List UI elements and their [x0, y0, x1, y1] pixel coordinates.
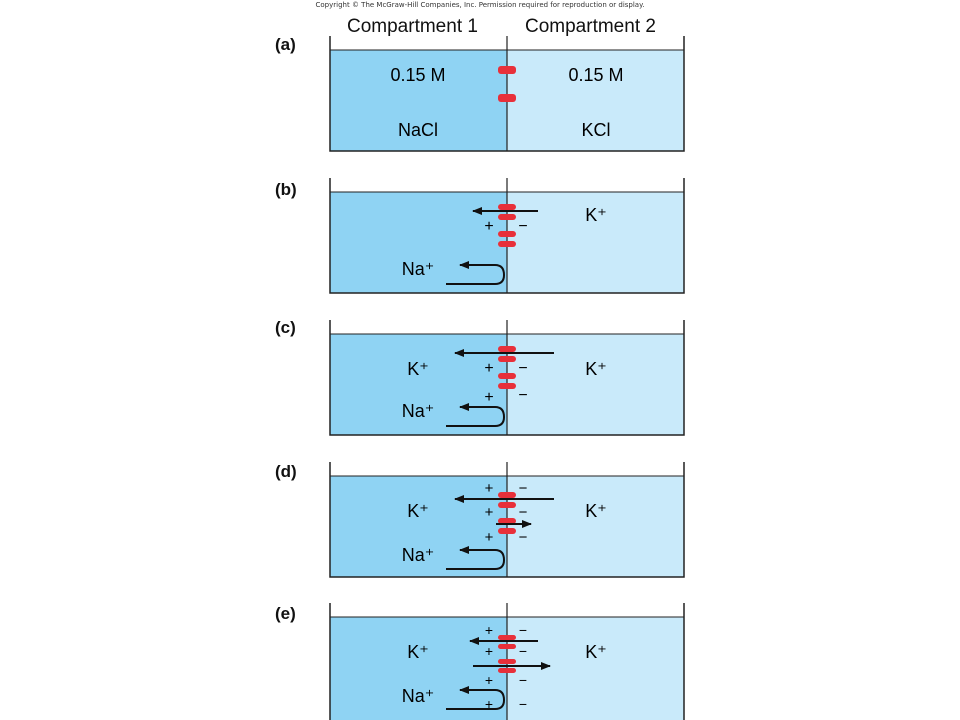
- k-left-label: K⁺: [407, 642, 429, 662]
- panel-b-diagram: [300, 178, 700, 298]
- channel: [498, 94, 516, 102]
- minus-sign: −: [518, 672, 528, 688]
- channel: [498, 528, 516, 534]
- plus-sign: +: [484, 622, 494, 638]
- na-label: Na⁺: [401, 259, 435, 279]
- minus-sign: −: [518, 622, 528, 638]
- plus-sign: +: [484, 672, 494, 688]
- plus-sign: +: [484, 389, 494, 406]
- left-solute: NaCl: [397, 120, 439, 140]
- channel: [498, 492, 516, 498]
- minus-sign: −: [518, 696, 528, 712]
- k-right-label: K⁺: [585, 642, 607, 662]
- minus-sign: −: [518, 360, 528, 377]
- compartment-2-fill: [507, 617, 684, 720]
- k-right-label: K⁺: [585, 205, 607, 225]
- k-right-label: K⁺: [585, 359, 607, 379]
- right-solute: KCl: [581, 120, 611, 140]
- k-left-label: K⁺: [407, 501, 429, 521]
- channel: [498, 204, 516, 210]
- panel-c-diagram: [300, 320, 700, 440]
- left-concentration: 0.15 M: [390, 65, 446, 85]
- compartment-2-header: Compartment 2: [525, 16, 656, 37]
- compartment-2-fill: [507, 476, 684, 577]
- compartment-2-fill: [507, 334, 684, 435]
- plus-sign: +: [484, 643, 494, 659]
- minus-sign: −: [518, 218, 528, 235]
- panel-label-b: (b): [275, 180, 297, 199]
- right-concentration: 0.15 M: [568, 65, 624, 85]
- channel: [498, 66, 516, 74]
- channel: [498, 659, 516, 664]
- channel: [498, 383, 516, 389]
- plus-sign: +: [484, 696, 494, 712]
- panel-label-a: (a): [275, 35, 296, 54]
- channel: [498, 668, 516, 673]
- minus-sign: −: [518, 529, 528, 546]
- channel: [498, 214, 516, 220]
- plus-sign: +: [484, 529, 494, 546]
- panel-a-diagram: [300, 36, 700, 156]
- plus-sign: +: [484, 504, 494, 521]
- channel: [498, 502, 516, 508]
- panel-label-e: (e): [275, 604, 296, 623]
- channel: [498, 346, 516, 352]
- panel-label-d: (d): [275, 462, 297, 481]
- channel: [498, 231, 516, 237]
- panel-label-c: (c): [275, 318, 296, 337]
- channel: [498, 644, 516, 649]
- minus-sign: −: [518, 504, 528, 521]
- channel: [498, 241, 516, 247]
- plus-sign: +: [484, 360, 494, 377]
- k-left-label: K⁺: [407, 359, 429, 379]
- channel: [498, 373, 516, 379]
- k-right-label: K⁺: [585, 501, 607, 521]
- na-label: Na⁺: [401, 686, 435, 706]
- panel-e-diagram: [300, 603, 700, 720]
- minus-sign: −: [518, 643, 528, 659]
- na-label: Na⁺: [401, 545, 435, 565]
- minus-sign: −: [518, 387, 528, 404]
- minus-sign: −: [518, 480, 528, 497]
- channel: [498, 635, 516, 640]
- na-label: Na⁺: [401, 401, 435, 421]
- plus-sign: +: [484, 480, 494, 497]
- panel-d-diagram: [300, 462, 700, 582]
- plus-sign: +: [484, 218, 494, 235]
- compartment-1-header: Compartment 1: [347, 16, 478, 37]
- channel: [498, 356, 516, 362]
- copyright-notice: Copyright © The McGraw-Hill Companies, Inc. Permission required for reproduction or display.: [315, 1, 645, 9]
